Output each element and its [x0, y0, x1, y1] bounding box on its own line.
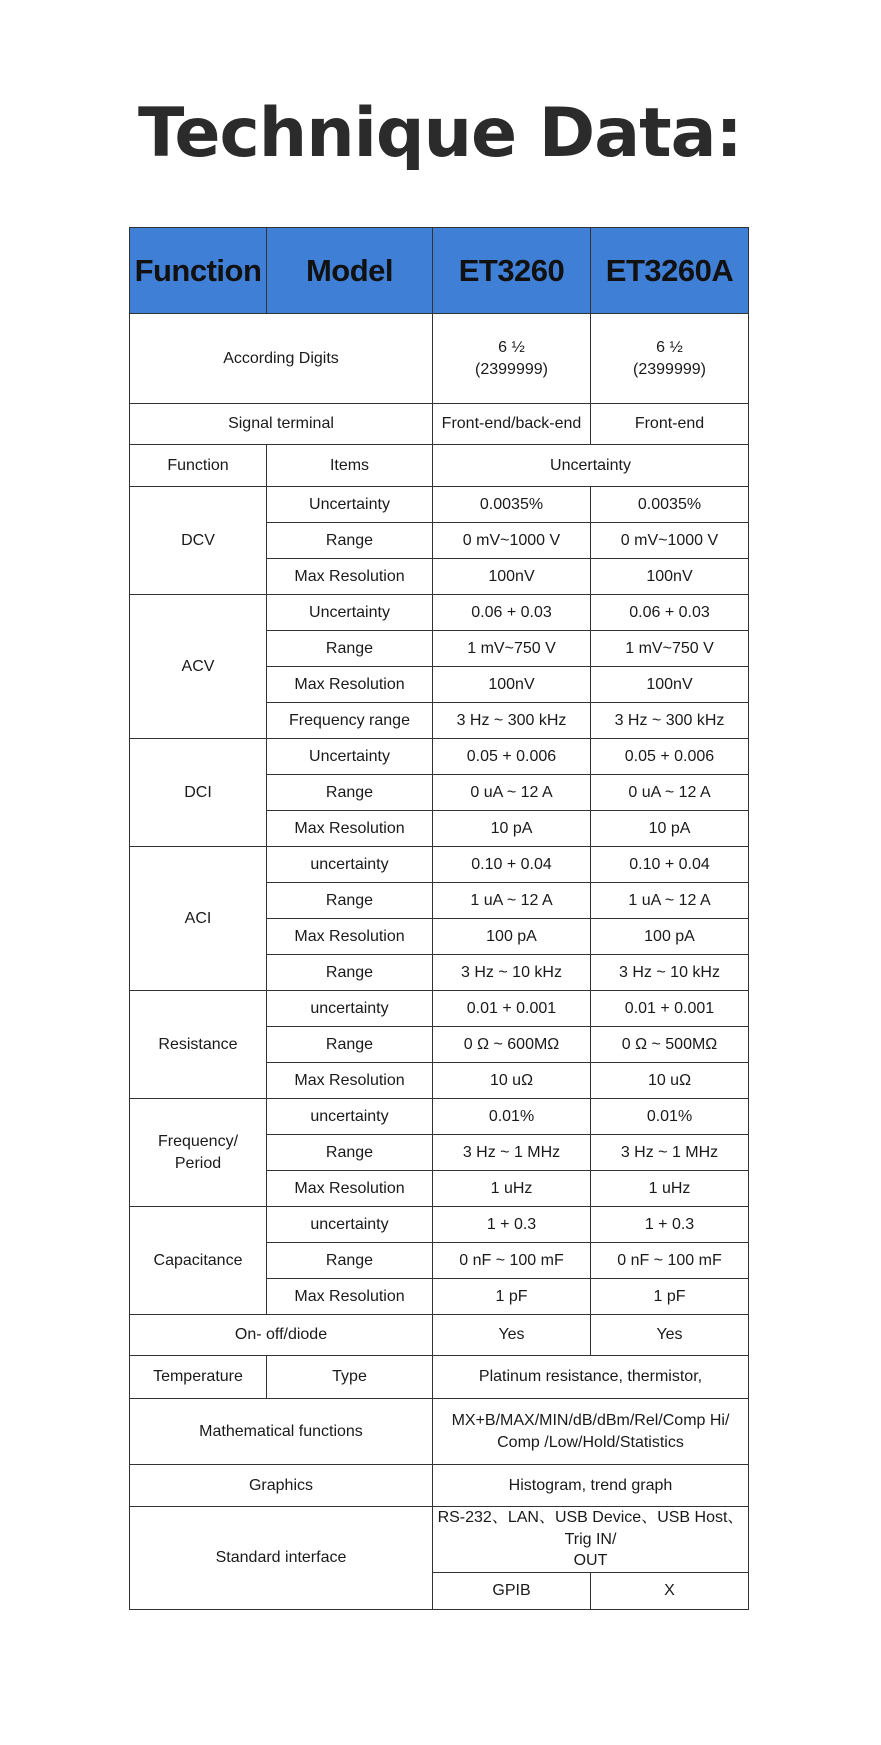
- dci-et3260a-cell: 0.05 + 0.006: [591, 739, 749, 775]
- dci-et3260-cell: 0.05 + 0.006: [433, 739, 591, 775]
- acv-et3260-cell: 3 Hz ~ 300 kHz: [433, 703, 591, 739]
- temperature-row: [130, 1356, 749, 1399]
- capacitance-et3260-cell: 1 + 0.3: [433, 1207, 591, 1243]
- aci-et3260-cell: 3 Hz ~ 10 kHz: [433, 955, 591, 991]
- acv-et3260a-cell: 100nV: [591, 667, 749, 703]
- onoff-et3260a: Yes: [591, 1315, 749, 1356]
- dci-et3260-cell: 0 uA ~ 12 A: [433, 775, 591, 811]
- temperature-value: Platinum resistance, thermistor,: [433, 1356, 749, 1399]
- digits-et3260a-value: 6 ½: [656, 338, 683, 356]
- onoff-row: [130, 1315, 749, 1356]
- aci-et3260a-cell: 100 pA: [591, 919, 749, 955]
- graphics-value: Histogram, trend graph: [433, 1465, 749, 1507]
- dci-row: [130, 739, 749, 775]
- frequency-period-et3260-cell: 0.01%: [433, 1099, 591, 1135]
- frequency-period-et3260a-cell: 0.01%: [591, 1099, 749, 1135]
- interface-value-line-1: RS-232、LAN、USB Device、USB Host、Trig IN/: [437, 1509, 744, 1548]
- digits-et3260-value: 6 ½: [498, 338, 525, 356]
- digits-et3260: [433, 314, 591, 404]
- table-header-row: [130, 228, 749, 314]
- temperature-label: Temperature: [130, 1356, 267, 1399]
- graphics-row: [130, 1465, 749, 1507]
- capacitance-et3260-cell: 1 pF: [433, 1279, 591, 1315]
- resistance-et3260a-cell: 0 Ω ~ 500MΩ: [591, 1027, 749, 1063]
- frequency-period-et3260a-cell: 1 uHz: [591, 1171, 749, 1207]
- gpib-et3260a: X: [591, 1572, 749, 1609]
- acv-et3260-cell: 0.06 + 0.03: [433, 595, 591, 631]
- gpib-et3260: GPIB: [433, 1572, 591, 1609]
- dcv-et3260a-cell: 0.0035%: [591, 487, 749, 523]
- acv-row: [130, 595, 749, 631]
- header-et3260: ET3260: [433, 228, 591, 314]
- header-et3260a: ET3260A: [591, 228, 749, 314]
- frequency-period-group-label-line: Frequency/: [157, 1132, 239, 1150]
- acv-item-cell: Uncertainty: [267, 595, 433, 631]
- dci-item-cell: Max Resolution: [267, 811, 433, 847]
- interface-value-line-2: OUT: [573, 1552, 608, 1570]
- frequency-period-group-label-line: Period: [174, 1154, 222, 1172]
- frequency-period-row: [130, 1099, 749, 1135]
- aci-et3260a-cell: 1 uA ~ 12 A: [591, 883, 749, 919]
- resistance-item-cell: Range: [267, 1027, 433, 1063]
- capacitance-et3260a-cell: 1 + 0.3: [591, 1207, 749, 1243]
- digits-et3260a: [591, 314, 749, 404]
- signal-terminal-et3260: Front-end/back-end: [433, 404, 591, 445]
- frequency-period-item-cell: Max Resolution: [267, 1171, 433, 1207]
- digits-label: According Digits: [130, 314, 433, 404]
- capacitance-item-cell: Max Resolution: [267, 1279, 433, 1315]
- digits-row: [130, 314, 749, 404]
- frequency-period-item-cell: uncertainty: [267, 1099, 433, 1135]
- aci-group-label: ACI: [130, 847, 267, 991]
- dcv-et3260-cell: 0.0035%: [433, 487, 591, 523]
- frequency-period-item-cell: Range: [267, 1135, 433, 1171]
- aci-item-cell: uncertainty: [267, 847, 433, 883]
- dci-et3260a-cell: 0 uA ~ 12 A: [591, 775, 749, 811]
- frequency-period-et3260a-cell: 3 Hz ~ 1 MHz: [591, 1135, 749, 1171]
- frequency-period-group-label: [130, 1099, 267, 1207]
- acv-group-label: ACV: [130, 595, 267, 739]
- subheader-row: [130, 445, 749, 487]
- spec-table: [129, 227, 749, 1610]
- resistance-group-label: Resistance: [130, 991, 267, 1099]
- resistance-item-cell: uncertainty: [267, 991, 433, 1027]
- acv-et3260a-cell: 1 mV~750 V: [591, 631, 749, 667]
- capacitance-group-label: Capacitance: [130, 1207, 267, 1315]
- temperature-item: Type: [267, 1356, 433, 1399]
- math-value-line-2: Comp /Low/Hold/Statistics: [497, 1433, 684, 1451]
- acv-et3260-cell: 100nV: [433, 667, 591, 703]
- aci-item-cell: Range: [267, 955, 433, 991]
- acv-et3260a-cell: 3 Hz ~ 300 kHz: [591, 703, 749, 739]
- dcv-item-cell: Uncertainty: [267, 487, 433, 523]
- dcv-et3260-cell: 0 mV~1000 V: [433, 523, 591, 559]
- subheader-items: Items: [267, 445, 433, 487]
- dcv-item-cell: Range: [267, 523, 433, 559]
- signal-terminal-et3260a: Front-end: [591, 404, 749, 445]
- resistance-et3260-cell: 0.01 + 0.001: [433, 991, 591, 1027]
- frequency-period-et3260-cell: 3 Hz ~ 1 MHz: [433, 1135, 591, 1171]
- capacitance-et3260a-cell: 0 nF ~ 100 mF: [591, 1243, 749, 1279]
- capacitance-et3260-cell: 0 nF ~ 100 mF: [433, 1243, 591, 1279]
- math-label: Mathematical functions: [130, 1399, 433, 1465]
- digits-et3260-count: (2399999): [475, 360, 548, 378]
- capacitance-row: [130, 1207, 749, 1243]
- signal-terminal-row: [130, 404, 749, 445]
- capacitance-item-cell: Range: [267, 1243, 433, 1279]
- header-model: Model: [267, 228, 433, 314]
- interface-label: Standard interface: [130, 1507, 433, 1610]
- dci-et3260a-cell: 10 pA: [591, 811, 749, 847]
- dci-group-label: DCI: [130, 739, 267, 847]
- subheader-function: Function: [130, 445, 267, 487]
- capacitance-item-cell: uncertainty: [267, 1207, 433, 1243]
- aci-item-cell: Max Resolution: [267, 919, 433, 955]
- math-row: [130, 1399, 749, 1465]
- resistance-item-cell: Max Resolution: [267, 1063, 433, 1099]
- dcv-et3260-cell: 100nV: [433, 559, 591, 595]
- aci-item-cell: Range: [267, 883, 433, 919]
- math-value-line-1: MX+B/MAX/MIN/dB/dBm/Rel/Comp Hi/: [451, 1411, 730, 1429]
- frequency-period-et3260-cell: 1 uHz: [433, 1171, 591, 1207]
- aci-et3260-cell: 100 pA: [433, 919, 591, 955]
- onoff-et3260: Yes: [433, 1315, 591, 1356]
- dcv-et3260a-cell: 100nV: [591, 559, 749, 595]
- dci-item-cell: Range: [267, 775, 433, 811]
- resistance-et3260-cell: 10 uΩ: [433, 1063, 591, 1099]
- resistance-row: [130, 991, 749, 1027]
- acv-item-cell: Frequency range: [267, 703, 433, 739]
- aci-et3260a-cell: 3 Hz ~ 10 kHz: [591, 955, 749, 991]
- interface-value: [433, 1507, 749, 1573]
- digits-et3260a-count: (2399999): [633, 360, 706, 378]
- aci-et3260a-cell: 0.10 + 0.04: [591, 847, 749, 883]
- math-value: [433, 1399, 749, 1465]
- resistance-et3260a-cell: 10 uΩ: [591, 1063, 749, 1099]
- resistance-et3260-cell: 0 Ω ~ 600MΩ: [433, 1027, 591, 1063]
- dcv-et3260a-cell: 0 mV~1000 V: [591, 523, 749, 559]
- interface-row: [130, 1507, 749, 1573]
- aci-et3260-cell: 1 uA ~ 12 A: [433, 883, 591, 919]
- acv-et3260-cell: 1 mV~750 V: [433, 631, 591, 667]
- aci-row: [130, 847, 749, 883]
- page-title: Technique Data:: [138, 94, 742, 173]
- graphics-label: Graphics: [130, 1465, 433, 1507]
- dci-et3260-cell: 10 pA: [433, 811, 591, 847]
- dcv-item-cell: Max Resolution: [267, 559, 433, 595]
- subheader-uncertainty: Uncertainty: [433, 445, 749, 487]
- acv-item-cell: Max Resolution: [267, 667, 433, 703]
- dcv-row: [130, 487, 749, 523]
- onoff-label: On- off/diode: [130, 1315, 433, 1356]
- aci-et3260-cell: 0.10 + 0.04: [433, 847, 591, 883]
- dci-item-cell: Uncertainty: [267, 739, 433, 775]
- signal-terminal-label: Signal terminal: [130, 404, 433, 445]
- resistance-et3260a-cell: 0.01 + 0.001: [591, 991, 749, 1027]
- capacitance-et3260a-cell: 1 pF: [591, 1279, 749, 1315]
- acv-et3260a-cell: 0.06 + 0.03: [591, 595, 749, 631]
- dcv-group-label: DCV: [130, 487, 267, 595]
- header-function: Function: [130, 228, 267, 314]
- acv-item-cell: Range: [267, 631, 433, 667]
